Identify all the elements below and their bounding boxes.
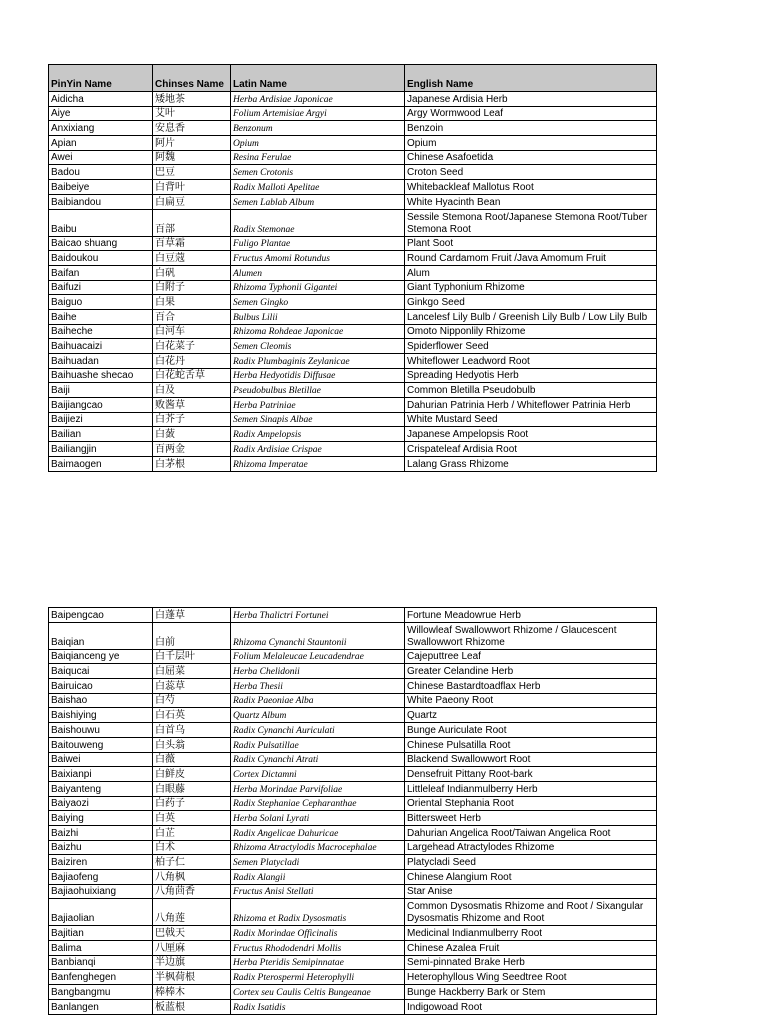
chinese-name-cell: 百两金 <box>153 442 231 457</box>
table-row <box>49 309 657 324</box>
chinese-name-cell: 白矾 <box>153 265 231 280</box>
english-name-cell: Chinese Bastardtoadflax Herb <box>405 679 657 694</box>
pinyin-cell: Badou <box>49 165 153 180</box>
table-row <box>49 884 657 899</box>
chinese-name-cell: 白芍 <box>153 693 231 708</box>
table-row <box>49 840 657 855</box>
chinese-name-cell: 八角茴香 <box>153 884 231 899</box>
table-row <box>49 693 657 708</box>
latin-name-cell: Rhizoma Imperatae <box>231 456 405 471</box>
pinyin-cell: Bajiaofeng <box>49 870 153 885</box>
chinese-name-cell: 半枫荷根 <box>153 970 231 985</box>
latin-name-cell: Radix Angelicae Dahuricae <box>231 825 405 840</box>
english-name-cell: Densefruit Pittany Root-bark <box>405 767 657 782</box>
pinyin-cell: Baiqian <box>49 622 153 649</box>
latin-name-cell: Herba Ardisiae Japonicae <box>231 92 405 107</box>
table-row <box>49 955 657 970</box>
table-row <box>49 368 657 383</box>
latin-name-cell: Radix Morindae Officinalis <box>231 926 405 941</box>
table-row <box>49 383 657 398</box>
pinyin-cell: Bajiaolian <box>49 899 153 926</box>
english-name-cell: Japanese Ampelopsis Root <box>405 427 657 442</box>
english-name-cell: Common Bletilla Pseudobulb <box>405 383 657 398</box>
chinese-name-cell: 白豆蔻 <box>153 251 231 266</box>
english-name-cell: Quartz <box>405 708 657 723</box>
english-name-cell: Greater Celandine Herb <box>405 664 657 679</box>
latin-name-cell: Herba Pteridis Semipinnatae <box>231 955 405 970</box>
latin-name-cell: Semen Gingko <box>231 295 405 310</box>
english-name-cell: Crispateleaf Ardisia Root <box>405 442 657 457</box>
pinyin-cell: Baiheche <box>49 324 153 339</box>
latin-name-cell: Herba Morindae Parvifoliae <box>231 781 405 796</box>
table-row <box>49 781 657 796</box>
latin-name-cell: Semen Platycladi <box>231 855 405 870</box>
pinyin-cell: Baihe <box>49 309 153 324</box>
chinese-name-cell: 败酱草 <box>153 398 231 413</box>
chinese-name-cell: 白河车 <box>153 324 231 339</box>
pinyin-cell: Baiji <box>49 383 153 398</box>
chinese-name-cell: 白石英 <box>153 708 231 723</box>
pinyin-cell: Bangbangmu <box>49 985 153 1000</box>
chinese-name-cell: 阿魏 <box>153 150 231 165</box>
latin-name-cell: Radix Alangii <box>231 870 405 885</box>
chinese-name-cell: 白花蛇舌草 <box>153 368 231 383</box>
english-name-cell: Giant Typhonium Rhizome <box>405 280 657 295</box>
english-name-cell: White Hyacinth Bean <box>405 194 657 209</box>
latin-name-cell: Rhizoma Cynanchi Stauntonii <box>231 622 405 649</box>
pinyin-cell: Baixianpi <box>49 767 153 782</box>
table-row <box>49 622 657 649</box>
table-row <box>49 825 657 840</box>
english-name-cell: Indigowoad Root <box>405 999 657 1014</box>
latin-name-cell: Herba Chelidonii <box>231 664 405 679</box>
table-row <box>49 427 657 442</box>
latin-name-cell: Folium Melaleucae Leucadendrae <box>231 649 405 664</box>
chinese-name-cell: 白及 <box>153 383 231 398</box>
table-row <box>49 608 657 623</box>
pinyin-cell: Bairuicao <box>49 679 153 694</box>
chinese-name-cell: 棒棒木 <box>153 985 231 1000</box>
english-name-cell: Platycladi Seed <box>405 855 657 870</box>
english-name-cell: Whiteflower Leadword Root <box>405 354 657 369</box>
pinyin-cell: Baimaogen <box>49 456 153 471</box>
chinese-name-cell: 白蕊草 <box>153 679 231 694</box>
english-name-cell: Alum <box>405 265 657 280</box>
table-row <box>49 339 657 354</box>
table-row <box>49 985 657 1000</box>
pinyin-cell: Baishiying <box>49 708 153 723</box>
english-name-cell: Oriental Stephania Root <box>405 796 657 811</box>
chinese-name-cell: 白果 <box>153 295 231 310</box>
herb-table-2 <box>48 607 657 1015</box>
table-row <box>49 121 657 136</box>
latin-name-cell: Rhizoma Atractylodis Macrocephalae <box>231 840 405 855</box>
chinese-name-cell: 艾叶 <box>153 106 231 121</box>
table-row <box>49 180 657 195</box>
table-row <box>49 295 657 310</box>
pinyin-cell: Baishao <box>49 693 153 708</box>
english-name-cell: Ginkgo Seed <box>405 295 657 310</box>
table-row <box>49 811 657 826</box>
chinese-name-cell: 白扁豆 <box>153 194 231 209</box>
latin-name-cell: Radix Stemonae <box>231 209 405 236</box>
header-pinyin: PinYin Name <box>49 65 153 92</box>
english-name-cell: Medicinal Indianmulberry Root <box>405 926 657 941</box>
english-name-cell: Chinese Pulsatilla Root <box>405 737 657 752</box>
english-name-cell: Willowleaf Swallowwort Rhizome / Glaucescent Swallowwort Rhizome <box>405 622 657 649</box>
chinese-name-cell: 白薇 <box>153 752 231 767</box>
pinyin-cell: Baihuashe shecao <box>49 368 153 383</box>
english-name-cell: Japanese Ardisia Herb <box>405 92 657 107</box>
pinyin-cell: Baiyaozi <box>49 796 153 811</box>
table-row <box>49 649 657 664</box>
latin-name-cell: Semen Crotonis <box>231 165 405 180</box>
latin-name-cell: Radix Plumbaginis Zeylanicae <box>231 354 405 369</box>
table-row <box>49 194 657 209</box>
chinese-name-cell: 巴戟天 <box>153 926 231 941</box>
english-name-cell: Plant Soot <box>405 236 657 251</box>
english-name-cell: Dahurian Patrinia Herb / Whiteflower Patrinia Herb <box>405 398 657 413</box>
pinyin-cell: Baiziren <box>49 855 153 870</box>
latin-name-cell: Radix Isatidis <box>231 999 405 1014</box>
table-row <box>49 150 657 165</box>
latin-name-cell: Radix Stephaniae Cepharanthae <box>231 796 405 811</box>
english-name-cell: Chinese Alangium Root <box>405 870 657 885</box>
table-row <box>49 280 657 295</box>
table-row <box>49 92 657 107</box>
chinese-name-cell: 白头翁 <box>153 737 231 752</box>
latin-name-cell: Resina Ferulae <box>231 150 405 165</box>
pinyin-cell: Baibiandou <box>49 194 153 209</box>
table-row <box>49 456 657 471</box>
pinyin-cell: Bailian <box>49 427 153 442</box>
header-english: English Name <box>405 65 657 92</box>
english-name-cell: Round Cardamom Fruit /Java Amomum Fruit <box>405 251 657 266</box>
pinyin-cell: Banlangen <box>49 999 153 1014</box>
english-name-cell: Bittersweet Herb <box>405 811 657 826</box>
chinese-name-cell: 白药子 <box>153 796 231 811</box>
pinyin-cell: Aidicha <box>49 92 153 107</box>
chinese-name-cell: 白背叶 <box>153 180 231 195</box>
english-name-cell: Benzoin <box>405 121 657 136</box>
latin-name-cell: Semen Lablab Album <box>231 194 405 209</box>
table-row <box>49 165 657 180</box>
latin-name-cell: Radix Cynanchi Auriculati <box>231 723 405 738</box>
latin-name-cell: Radix Malloti Apelitae <box>231 180 405 195</box>
chinese-name-cell: 白屈菜 <box>153 664 231 679</box>
english-name-cell: Lalang Grass Rhizome <box>405 456 657 471</box>
table-row <box>49 265 657 280</box>
table-row <box>49 723 657 738</box>
latin-name-cell: Pseudobulbus Bletillae <box>231 383 405 398</box>
chinese-name-cell: 八角莲 <box>153 899 231 926</box>
chinese-name-cell: 白英 <box>153 811 231 826</box>
english-name-cell: Fortune Meadowrue Herb <box>405 608 657 623</box>
table-row <box>49 106 657 121</box>
header-latin: Latin Name <box>231 65 405 92</box>
table-row <box>49 870 657 885</box>
table-row <box>49 737 657 752</box>
latin-name-cell: Rhizoma et Radix Dysosmatis <box>231 899 405 926</box>
table-row <box>49 442 657 457</box>
english-name-cell: Common Dysosmatis Rhizome and Root / Sixangular Dysosmatis Rhizome and Root <box>405 899 657 926</box>
english-name-cell: White Paeony Root <box>405 693 657 708</box>
pinyin-cell: Baifuzi <box>49 280 153 295</box>
chinese-name-cell: 半边旗 <box>153 955 231 970</box>
chinese-name-cell: 白茅根 <box>153 456 231 471</box>
pinyin-cell: Apian <box>49 136 153 151</box>
latin-name-cell: Radix Cynanchi Atrati <box>231 752 405 767</box>
chinese-name-cell: 矮地茶 <box>153 92 231 107</box>
english-name-cell: Chinese Asafoetida <box>405 150 657 165</box>
latin-name-cell: Opium <box>231 136 405 151</box>
english-name-cell: Bunge Auriculate Root <box>405 723 657 738</box>
chinese-name-cell: 白芷 <box>153 825 231 840</box>
chinese-name-cell: 板蓝根 <box>153 999 231 1014</box>
chinese-name-cell: 白首乌 <box>153 723 231 738</box>
latin-name-cell: Fuligo Plantae <box>231 236 405 251</box>
pinyin-cell: Bailiangjin <box>49 442 153 457</box>
latin-name-cell: Herba Patriniae <box>231 398 405 413</box>
english-name-cell: Sessile Stemona Root/Japanese Stemona Root/Tuber Stemona Root <box>405 209 657 236</box>
pinyin-cell: Baizhi <box>49 825 153 840</box>
pinyin-cell: Baibu <box>49 209 153 236</box>
english-name-cell: Opium <box>405 136 657 151</box>
english-name-cell: Croton Seed <box>405 165 657 180</box>
pinyin-cell: Baibeiye <box>49 180 153 195</box>
table-row <box>49 354 657 369</box>
english-name-cell: Argy Wormwood Leaf <box>405 106 657 121</box>
pinyin-cell: Aiye <box>49 106 153 121</box>
pinyin-cell: Balima <box>49 941 153 956</box>
table-row <box>49 679 657 694</box>
latin-name-cell: Cortex seu Caulis Celtis Bungeanae <box>231 985 405 1000</box>
chinese-name-cell: 八厘麻 <box>153 941 231 956</box>
english-name-cell: Spiderflower Seed <box>405 339 657 354</box>
latin-name-cell: Radix Pterospermi Heterophylli <box>231 970 405 985</box>
pinyin-cell: Baijiezi <box>49 412 153 427</box>
pinyin-cell: Baicao shuang <box>49 236 153 251</box>
english-name-cell: Chinese Azalea Fruit <box>405 941 657 956</box>
latin-name-cell: Bulbus Lilii <box>231 309 405 324</box>
latin-name-cell: Semen Sinapis Albae <box>231 412 405 427</box>
english-name-cell: Littleleaf Indianmulberry Herb <box>405 781 657 796</box>
latin-name-cell: Radix Paeoniae Alba <box>231 693 405 708</box>
pinyin-cell: Baiying <box>49 811 153 826</box>
table-row <box>49 999 657 1014</box>
chinese-name-cell: 白千层叶 <box>153 649 231 664</box>
chinese-name-cell: 百部 <box>153 209 231 236</box>
table-body <box>49 608 657 1015</box>
table-row <box>49 664 657 679</box>
chinese-name-cell: 白花菜子 <box>153 339 231 354</box>
english-name-cell: Blackend Swallowwort Root <box>405 752 657 767</box>
chinese-name-cell: 百草霜 <box>153 236 231 251</box>
chinese-name-cell: 白花丹 <box>153 354 231 369</box>
english-name-cell: Semi-pinnated Brake Herb <box>405 955 657 970</box>
english-name-cell: Omoto Nipponlily Rhizome <box>405 324 657 339</box>
pinyin-cell: Baifan <box>49 265 153 280</box>
table-row <box>49 941 657 956</box>
table-body <box>49 92 657 472</box>
chinese-name-cell: 白术 <box>153 840 231 855</box>
table-row <box>49 136 657 151</box>
table-row <box>49 855 657 870</box>
table-row <box>49 236 657 251</box>
table-row <box>49 767 657 782</box>
latin-name-cell: Herba Solani Lyrati <box>231 811 405 826</box>
chinese-name-cell: 白鲜皮 <box>153 767 231 782</box>
english-name-cell: Star Anise <box>405 884 657 899</box>
pinyin-cell: Baidoukou <box>49 251 153 266</box>
latin-name-cell: Benzonum <box>231 121 405 136</box>
table-row <box>49 398 657 413</box>
english-name-cell: White Mustard Seed <box>405 412 657 427</box>
latin-name-cell: Fructus Amomi Rotundus <box>231 251 405 266</box>
chinese-name-cell: 八角枫 <box>153 870 231 885</box>
latin-name-cell: Herba Thesii <box>231 679 405 694</box>
chinese-name-cell: 白眼藤 <box>153 781 231 796</box>
chinese-name-cell: 白前 <box>153 622 231 649</box>
pinyin-cell: Baiguo <box>49 295 153 310</box>
pinyin-cell: Baiwei <box>49 752 153 767</box>
latin-name-cell: Semen Cleomis <box>231 339 405 354</box>
latin-name-cell: Radix Ardisiae Crispae <box>231 442 405 457</box>
chinese-name-cell: 白附子 <box>153 280 231 295</box>
chinese-name-cell: 安息香 <box>153 121 231 136</box>
latin-name-cell: Herba Thalictri Fortunei <box>231 608 405 623</box>
table-row <box>49 970 657 985</box>
chinese-name-cell: 白蔹 <box>153 427 231 442</box>
latin-name-cell: Radix Pulsatillae <box>231 737 405 752</box>
latin-name-cell: Alumen <box>231 265 405 280</box>
english-name-cell: Dahurian Angelica Root/Taiwan Angelica Root <box>405 825 657 840</box>
pinyin-cell: Awei <box>49 150 153 165</box>
latin-name-cell: Rhizoma Typhonii Gigantei <box>231 280 405 295</box>
latin-name-cell: Herba Hedyotidis Diffusae <box>231 368 405 383</box>
table-row <box>49 752 657 767</box>
chinese-name-cell: 阿片 <box>153 136 231 151</box>
pinyin-cell: Banfenghegen <box>49 970 153 985</box>
table-row <box>49 796 657 811</box>
chinese-name-cell: 巴豆 <box>153 165 231 180</box>
latin-name-cell: Fructus Anisi Stellati <box>231 884 405 899</box>
table-header-row <box>49 65 657 92</box>
table-row <box>49 926 657 941</box>
pinyin-cell: Baipengcao <box>49 608 153 623</box>
pinyin-cell: Baihuadan <box>49 354 153 369</box>
pinyin-cell: Baitouweng <box>49 737 153 752</box>
table-row <box>49 251 657 266</box>
pinyin-cell: Bajitian <box>49 926 153 941</box>
english-name-cell: Largehead Atractylodes Rhizome <box>405 840 657 855</box>
chinese-name-cell: 柏子仁 <box>153 855 231 870</box>
english-name-cell: Cajeputtree Leaf <box>405 649 657 664</box>
pinyin-cell: Baiqucai <box>49 664 153 679</box>
latin-name-cell: Folium Artemisiae Argyi <box>231 106 405 121</box>
table-row <box>49 412 657 427</box>
pinyin-cell: Baishouwu <box>49 723 153 738</box>
herb-table-1 <box>48 64 657 472</box>
pinyin-cell: Anxixiang <box>49 121 153 136</box>
english-name-cell: Lancelesf Lily Bulb / Greenish Lily Bulb / Low Lily Bulb <box>405 309 657 324</box>
chinese-name-cell: 白芥子 <box>153 412 231 427</box>
header-chinese: Chinses Name <box>153 65 231 92</box>
pinyin-cell: Baiyanteng <box>49 781 153 796</box>
table-row <box>49 708 657 723</box>
latin-name-cell: Fructus Rhododendri Mollis <box>231 941 405 956</box>
chinese-name-cell: 白蓬草 <box>153 608 231 623</box>
latin-name-cell: Rhizoma Rohdeae Japonicae <box>231 324 405 339</box>
pinyin-cell: Banbianqi <box>49 955 153 970</box>
table-row <box>49 899 657 926</box>
latin-name-cell: Cortex Dictamni <box>231 767 405 782</box>
english-name-cell: Heterophyllous Wing Seedtree Root <box>405 970 657 985</box>
table-row <box>49 209 657 236</box>
english-name-cell: Spreading Hedyotis Herb <box>405 368 657 383</box>
pinyin-cell: Baijiangcao <box>49 398 153 413</box>
chinese-name-cell: 百合 <box>153 309 231 324</box>
latin-name-cell: Radix Ampelopsis <box>231 427 405 442</box>
pinyin-cell: Baizhu <box>49 840 153 855</box>
pinyin-cell: Baiqianceng ye <box>49 649 153 664</box>
pinyin-cell: Bajiaohuixiang <box>49 884 153 899</box>
pinyin-cell: Baihuacaizi <box>49 339 153 354</box>
english-name-cell: Bunge Hackberry Bark or Stem <box>405 985 657 1000</box>
latin-name-cell: Quartz Album <box>231 708 405 723</box>
english-name-cell: Whitebackleaf Mallotus Root <box>405 180 657 195</box>
table-row <box>49 324 657 339</box>
